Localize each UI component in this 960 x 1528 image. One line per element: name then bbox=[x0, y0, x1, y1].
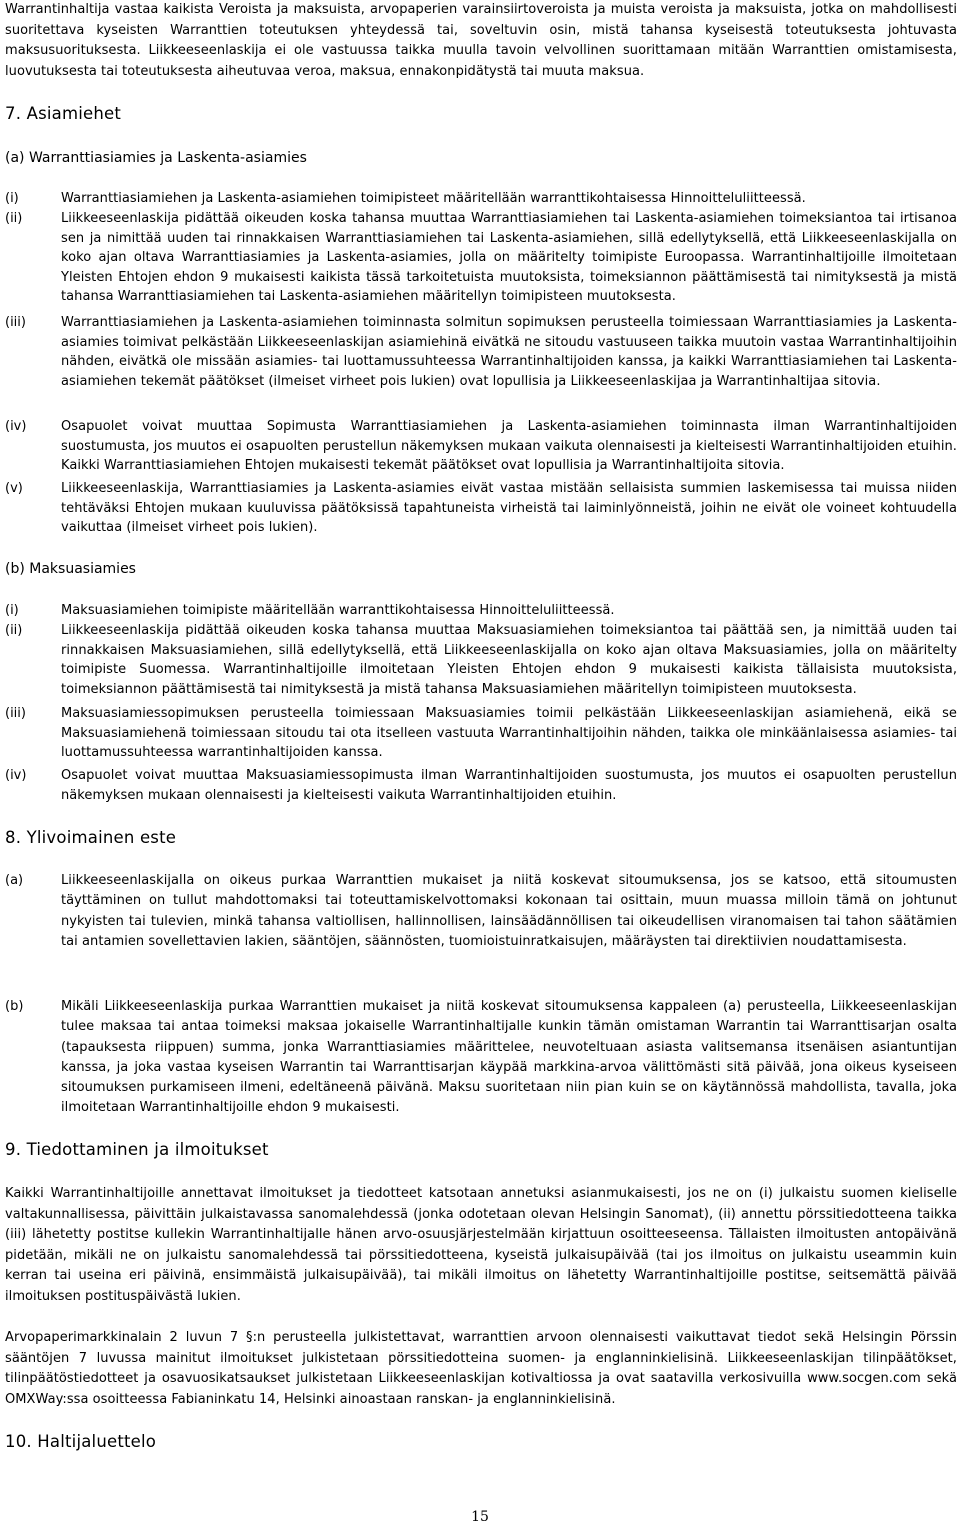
item-text: Liikkeeseenlaskija pidättää oikeuden koska tahansa muuttaa Maksuasiamiehen toimeksiantoa tai päättää sen, ja nimittää uuden tai rinnakkaisen Maksuasiamiehen, sillä edellytyksellä, että Liikkeeseenlaskijalla on koko ajan oltava Maksuasiamies, jolla on määritelty toimipiste Suomessa. Warrantinhaltijoille ilmoitetaan Yleisten Ehtojen ehdon 9 mukaisesti kaikista tällaisista muutoksista, toimeksiannon päättämisestä tai nimityksestä ja mistä tahansa Maksuasiamiehen määritellyn toimipisteen muutoksesta. bbox=[61, 623, 957, 697]
item-label: (v) bbox=[5, 481, 23, 496]
section-7-heading: 7. Asiamiehet bbox=[5, 104, 122, 123]
item-text: Maksuasiamiessopimuksen perusteella toimiessaan Maksuasiamies toimii pelkästään Liikkeeseenlaskijan asiamiehenä, eikä se Maksuasiamiehenä toimiessaan sitoudu tai ota itselleen vastuuta Warrantinhaltijoihin nähden, taikka ole minkäänlaisessa asiamies- tai luottamussuhteessa warrantinhaltijoiden kanssa. bbox=[61, 706, 957, 760]
section-7b-heading: (b) Maksuasiamies bbox=[5, 561, 136, 577]
item-label: (ii) bbox=[5, 211, 23, 226]
intro-paragraph: Warrantinhaltija vastaa kaikista Veroista ja maksuista, arvopaperien varainsiirtoveroista ja muista veroista ja maksuista, jotka on mahdollisesti suoritettava kyseisten Warranttien toteutuksen yhteydessä tai, soveltuvin osin, mistä tahansa kyseisestä toteutuksesta johtuvasta maksusuorituksesta. Liikkeeseenlaskija ei ole vastuussa taikka muulla tavoin velvollinen suorittamaan mitään Warranttien omistamisesta, luovutuksesta tai toteutuksesta aiheutuvaa veroa, maksua, ennakonpidätystä tai muuta maksua. bbox=[5, 2, 957, 79]
item-label: (b) bbox=[5, 999, 24, 1014]
item-label: (i) bbox=[5, 603, 19, 618]
item-label: (iii) bbox=[5, 706, 26, 721]
item-text: Mikäli Liikkeeseenlaskija purkaa Warranttien mukaiset ja niitä koskevat sitoumuksensa kappaleen (a) perusteella, Liikkeeseenlaskijan tulee maksaa tai antaa toimeksi maksaa jokaiselle Warrantinhaltijalle kunkin tämän omistaman Warrantin tai Warranttisarjan osalta (tapauksesta riippuen) summa, jonka Warranttiasiamies määrittelee, neuvoteltuaan asiasta valitsemansa itsenäisen asiantuntijan kanssa, ja joka vastaa kyseisen Warrantin tai Warranttisarjan käypää markkina-arvoa välittömästi sitä päivää, jona oikeus kyseiseen sitoumuksen purkamiseen ilmeni, edeltäneenä päivänä. Maksu suoritetaan niin pian kuin se on käytännössä mahdollista, tavalla, joka ilmoitetaan Warrantinhaltijoille ehdon 9 mukaisesti. bbox=[61, 999, 957, 1116]
item-label: (a) bbox=[5, 873, 24, 888]
item-text: Warranttiasiamiehen ja Laskenta-asiamiehen toimipisteet määritellään warranttikohtaisessa Hinnoitteluliitteessä. bbox=[61, 191, 806, 206]
item-text: Warranttiasiamiehen ja Laskenta-asiamiehen toiminnasta solmitun sopimuksen perusteella toimiessaan Warranttiasiamies ja Laskenta-asiamies toimivat pelkästään Liikkeeseenlaskijan asiamiehinä eivätkä ne sitoudu vastuuseen taikka muutoin vastaa Warrantinhaltijoihin nähden, eivätkä ole missään asiamies- tai luottamussuhteessa Warrantinhaltijoiden kanssa, ja kaikki Warranttiasiamiehen tai Laskenta-asiamiehen tekemät päätökset (ilmeiset virheet pois lukien) ovat lopullisia ja Liikkeeseenlaskijaa ja Warrantinhaltijaa sitovia. bbox=[61, 315, 957, 389]
section-10-heading: 10. Haltijaluettelo bbox=[5, 1432, 157, 1451]
section-8-heading: 8. Ylivoimainen este bbox=[5, 828, 177, 847]
item-label: (i) bbox=[5, 191, 19, 206]
item-text: Osapuolet voivat muuttaa Sopimusta Warranttiasiamiehen ja Laskenta-asiamiehen toiminnasta ilman Warrantinhaltijoiden suostumusta, jos muutos ei osapuolten perustellun näkemyksen mukaan vaikuta olennaisesti ja kielteisesti Warrantinhaltijoiden etuihin. Kaikki Warranttiasiamiehen Ehtojen mukaisesti tekemät päätökset ovat lopullisia ja Warrantinhaltijoita sitovia. bbox=[61, 419, 957, 473]
item-text: Osapuolet voivat muuttaa Maksuasiamiessopimusta ilman Warrantinhaltijoiden suostumusta, jos muutos ei osapuolten perustellun näkemyksen mukaan olennaisesti ja kielteisesti vaikuta Warrantinhaltijoiden etuihin. bbox=[61, 768, 957, 803]
item-label: (iv) bbox=[5, 419, 27, 434]
section-9-paragraph-1: Kaikki Warrantinhaltijoille annettavat ilmoitukset ja tiedotteet katsotaan annetuksi asianmukaisesti, jos ne on (i) julkaistu suomen kieliselle valtakunnallisessa, päivittäin julkaistavassa sanomalehdessä (jonka odotetaan olevan Helsingin Sanomat), (ii) annettu pörssitiedotteena taikka (iii) lähetetty postitse kullekin Warrantinhaltijalle hänen arvo-osuusjärjestelmään kirjattuun osoitteeseensa. Tällaisten ilmoitusten antopäivänä pidetään, mikäli ne on julkaistu sanomalehdessä tai pörssitiedotteena, kyseistä julkaisupäivää (tai jos ilmoitus on julkaistu useammin kuin kerran tai useina eri päivinä, ensimmäistä julkaisupäivää), tai mikäli ilmoitus on lähetetty Warrantinhaltijoille postitse, seitsemättä päivää ilmoituksen postituspäivästä lukien. bbox=[5, 1186, 957, 1304]
item-label: (ii) bbox=[5, 623, 23, 638]
section-9-heading: 9. Tiedottaminen ja ilmoitukset bbox=[5, 1140, 269, 1159]
section-7a-heading: (a) Warranttiasiamies ja Laskenta-asiamies bbox=[5, 150, 307, 166]
section-9-paragraph-2: Arvopaperimarkkinalain 2 luvun 7 §:n perusteella julkistettavat, warranttien arvoon olennaisesti vaikuttavat tiedot sekä Helsingin Pörssin sääntöjen 7 luvussa mainitut ilmoitukset julkistetaan pörssitiedotteina suomen- ja englanninkielisinä. Liikkeeseenlaskijan tilinpäätökset, tilinpäätöstiedotteet ja osavuosikatsaukset julkistetaan Liikkeeseenlaskijan kotivaltiossa ja ovat saatavilla verkosivuilla www.socgen.com sekä OMXWay:ssa osoitteessa Fabianinkatu 14, Helsinki ainoastaan ranskan- ja englanninkielisinä. bbox=[5, 1330, 957, 1407]
page-number: 15 bbox=[471, 1509, 489, 1525]
item-text: Liikkeeseenlaskija, Warranttiasiamies ja Laskenta-asiamies eivät vastaa mistään sellaisista summien laskemisessa tai muissa niiden tehtäväksi Ehtojen mukaan kuuluvissa päätöksissä tapahtuneista virheistä tai laiminlyönneistä, joihin ne eivät ole voineet kohtuudella vaikuttaa (ilmeiset virheet pois lukien). bbox=[61, 481, 957, 535]
item-label: (iii) bbox=[5, 315, 26, 330]
item-text: Liikkeeseenlaskijalla on oikeus purkaa Warranttien mukaiset ja niitä koskevat sitoumuksensa, jos se katsoo, että sitoumusten täyttäminen on tullut mahdottomaksi tai toteuttamiskelvottomaksi kokonaan tai osittain, muun muassa milloin tämä on johtunut nykyisten tai tulevien, minkä tahansa valtiollisen, hallinnollisen, lainsäädännöllisen tai oikeudellisen viranomaisen tai tahon säätämien tai antamien sovellettavien lakien, sääntöjen, säännösten, tuomioistuinratkaisujen, määräysten tai direktiivien noudattamisesta. bbox=[61, 873, 957, 949]
item-label: (iv) bbox=[5, 768, 27, 783]
item-text: Liikkeeseenlaskija pidättää oikeuden koska tahansa muuttaa Warranttiasiamiehen tai Laskenta-asiamiehen toimeksiantoa tai irtisanoa sen ja nimittää uuden tai rinnakkaisen Warranttiasiamiehen tai Laskenta-asiamiehen, sillä edellytyksellä, että Liikkeeseenlaskijalla on koko ajan oltava Warranttiasiamies ja Laskenta-asiamies, jolla on määritelty toimipiste Euroopassa. Warrantinhaltijoille ilmoitetaan Yleisten Ehtojen ehdon 9 mukaisesti kaikista tässä tarkoitetuista muutoksista, toimeksiannon päättämisestä tai nimityksestä ja mistä tahansa Warranttiasiamiehen tai Laskenta-asiamiehen määritellyn toimipisteen muutoksesta. bbox=[61, 211, 957, 304]
item-text: Maksuasiamiehen toimipiste määritellään warranttikohtaisessa Hinnoitteluliitteessä. bbox=[61, 603, 615, 618]
